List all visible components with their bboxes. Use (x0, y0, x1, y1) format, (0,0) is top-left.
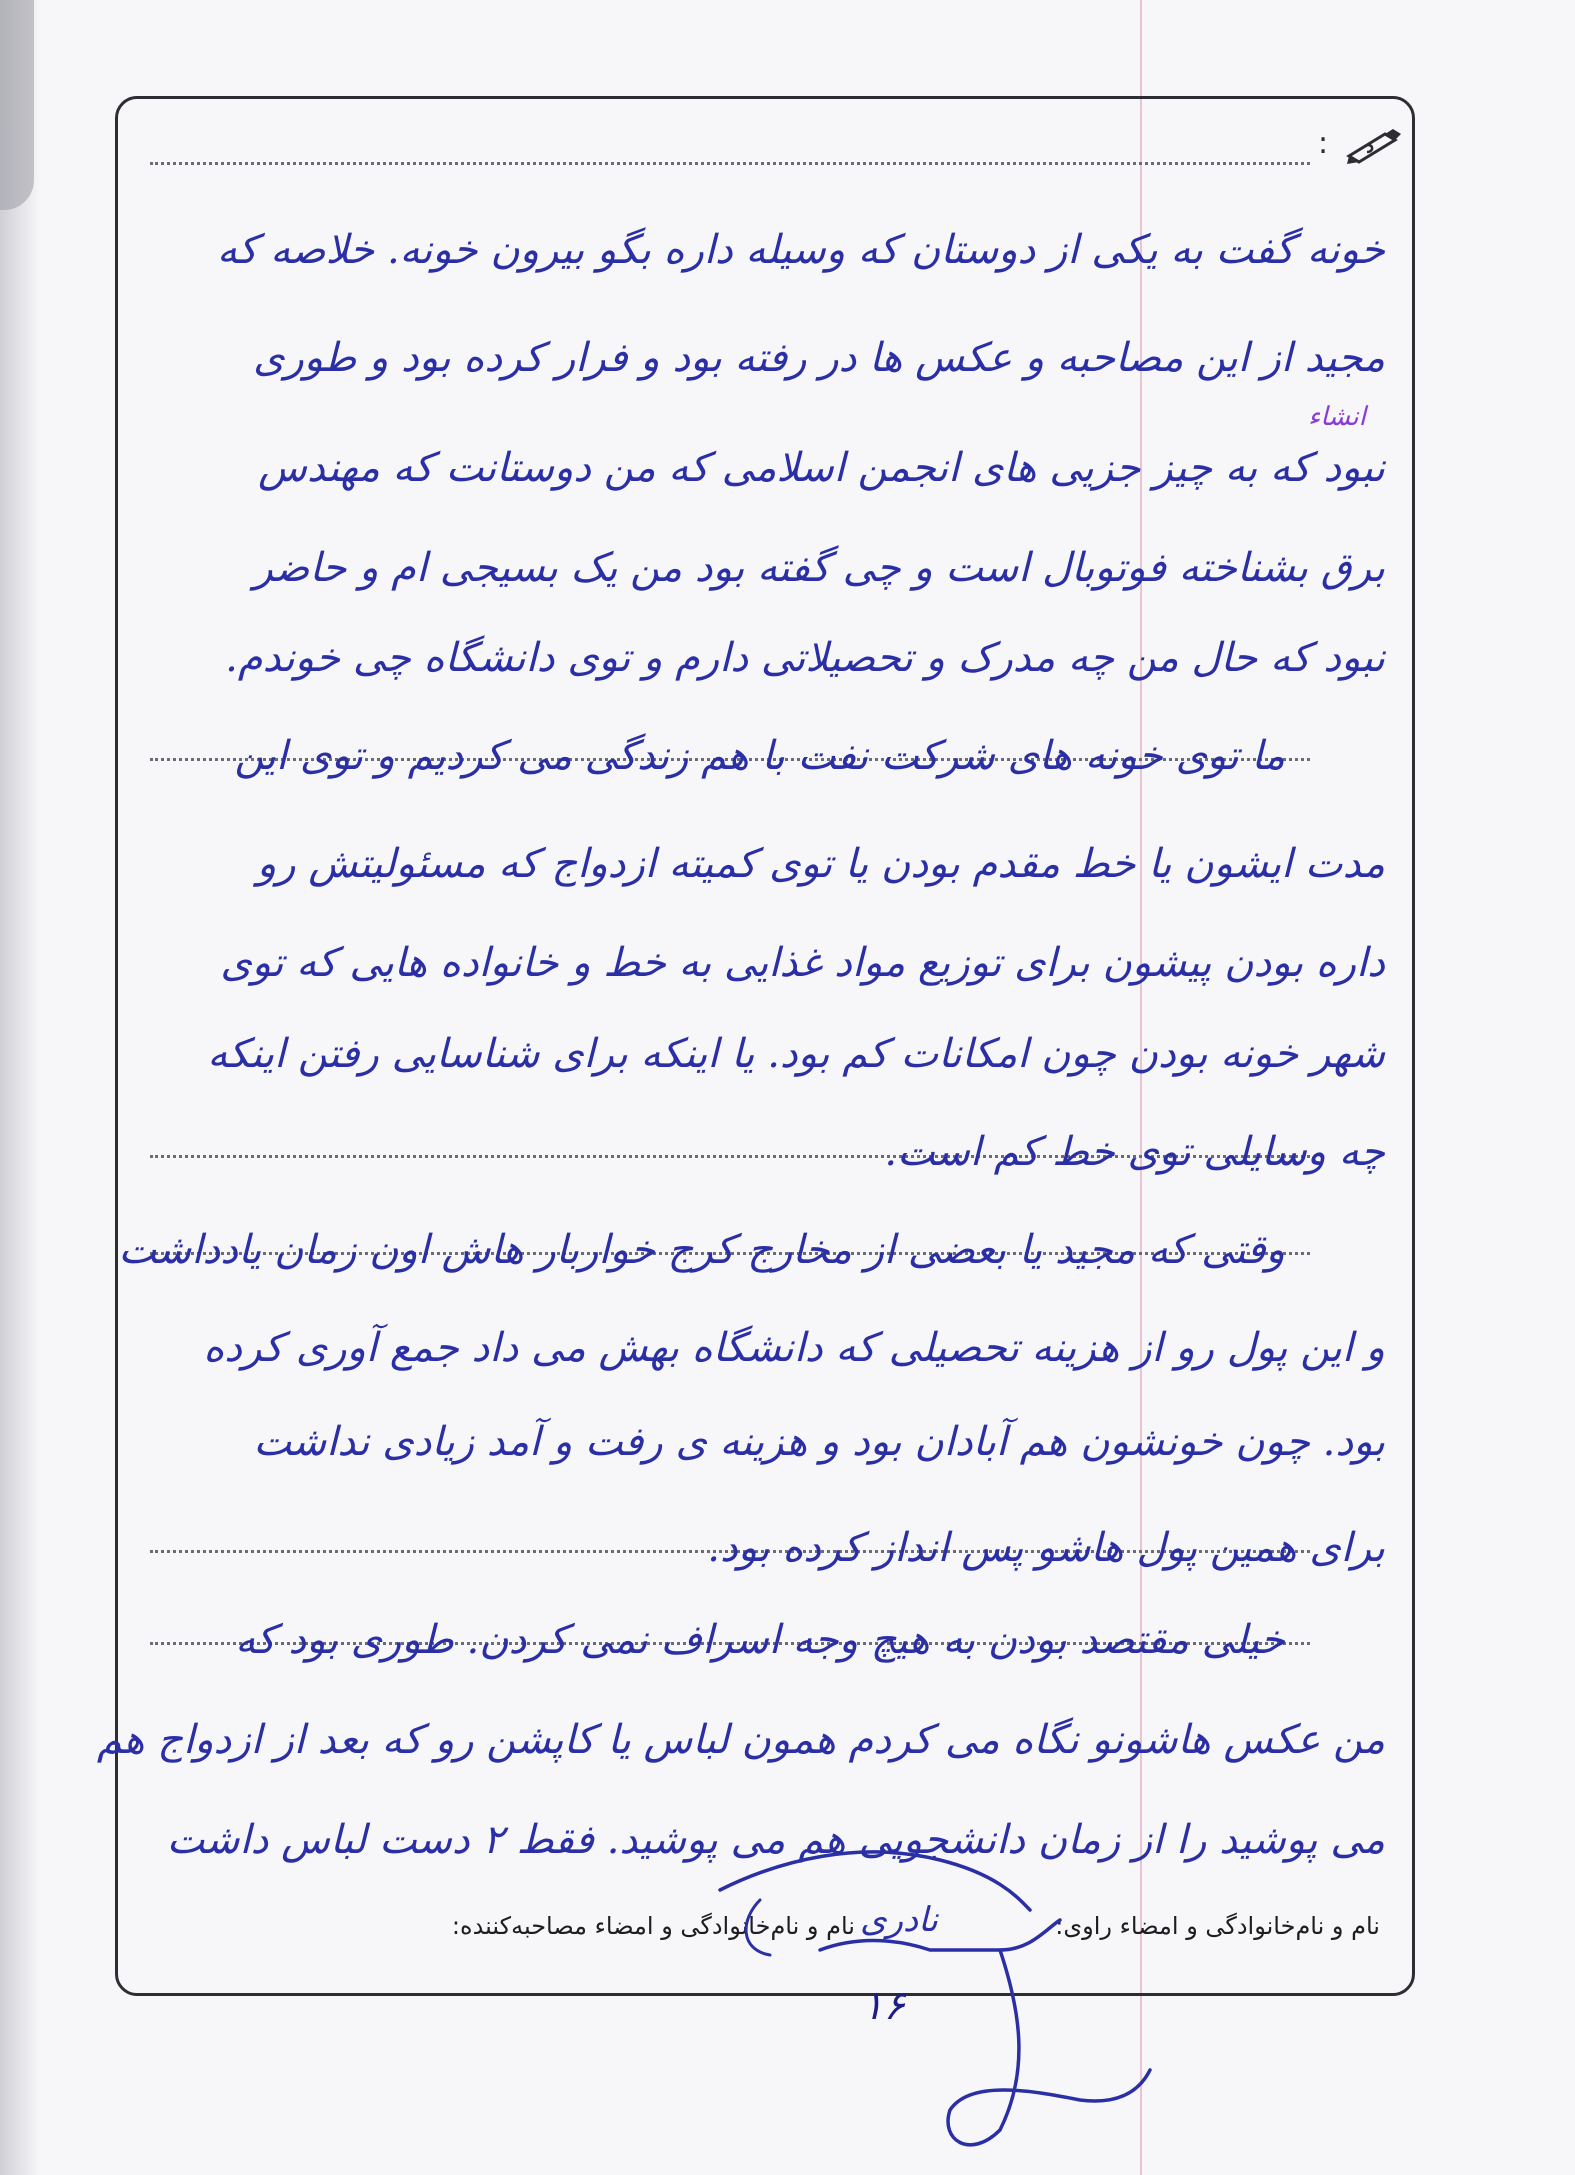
page-edge-shadow (0, 0, 40, 2175)
handwritten-line: می پوشید را از زمان دانشجویی هم می پوشید. فقط ۲ دست لباس داشت (166, 1817, 1385, 1863)
handwritten-signature (700, 1800, 1160, 2170)
header-colon: : (1318, 126, 1329, 161)
handwritten-line: برای همین پول هاشو پس انداز کرده بود. (707, 1525, 1385, 1571)
handwritten-line: ما توی خونه های شرکت نفت با هم زندگی می کردیم و توی این (234, 733, 1285, 779)
handwritten-line: نبود که حال من چه مدرک و تحصیلاتی دارم و توی دانشگاه چی خوندم. (225, 635, 1385, 681)
handwritten-line: بود. چون خونشون هم آبادان بود و هزینه ی رفت و آمد زیادی نداشت (253, 1419, 1385, 1465)
handwritten-line: برق بشناخته فوتوبال است و چی گفته بود من یک بسیجی ام و حاضر (253, 545, 1385, 591)
interviewer-signature-name: نادری (860, 1900, 938, 1940)
handwritten-line: خونه گفت به یکی از دوستان که وسیله داره بگو بیرون خونه. خلاصه که (217, 227, 1385, 273)
torn-edge (0, 0, 34, 210)
pen-writing-icon (1345, 126, 1407, 166)
handwritten-line: وقتی که مجید یا بعضی از مخارج کرج خواربار هاش اون زمان یادداشت (118, 1227, 1285, 1273)
handwritten-line: مدت ایشون یا خط مقدم بودن یا توی کمیته ازدواج که مسئولیتش رو (256, 841, 1385, 887)
inserted-correction: انشاء (1308, 402, 1366, 432)
handwritten-line: خیلی مقتصد بودن به هیچ وجه اسراف نمی کردن. طوری بود که (235, 1617, 1285, 1663)
page-number: ۱۶ (862, 1983, 905, 2029)
handwritten-line: نبود که به چیز جزیی های انجمن اسلامی که من دوستانت که مهندس (258, 445, 1385, 491)
narrator-signature-label: نام و نام‌خانوادگی و امضاء راوی: (1055, 1912, 1380, 1940)
handwritten-line: و این پول رو از هزینه تحصیلی که دانشگاه بهش می داد جمع آوری کرده (203, 1325, 1385, 1371)
interviewer-signature-label: نام و نام‌خانوادگی و امضاء مصاحبه‌کننده: (451, 1912, 855, 1940)
handwritten-line: چه وسایلی توی خط کم است. (884, 1129, 1385, 1175)
guide-line (150, 162, 1310, 165)
handwritten-line: مجید از این مصاحبه و عکس ها در رفته بود و فرار کرده بود و طوری (253, 335, 1385, 381)
handwritten-line: من عکس هاشونو نگاه می کردم همون لباس یا کاپشن رو که بعد از ازدواج هم (96, 1717, 1385, 1763)
handwritten-line: شهر خونه بودن چون امکانات کم بود. یا اینکه برای شناسایی رفتن اینکه (207, 1031, 1385, 1077)
handwritten-line: داره بودن پیشون برای توزیع مواد غذایی به خط و خانواده هایی که توی (220, 940, 1385, 986)
